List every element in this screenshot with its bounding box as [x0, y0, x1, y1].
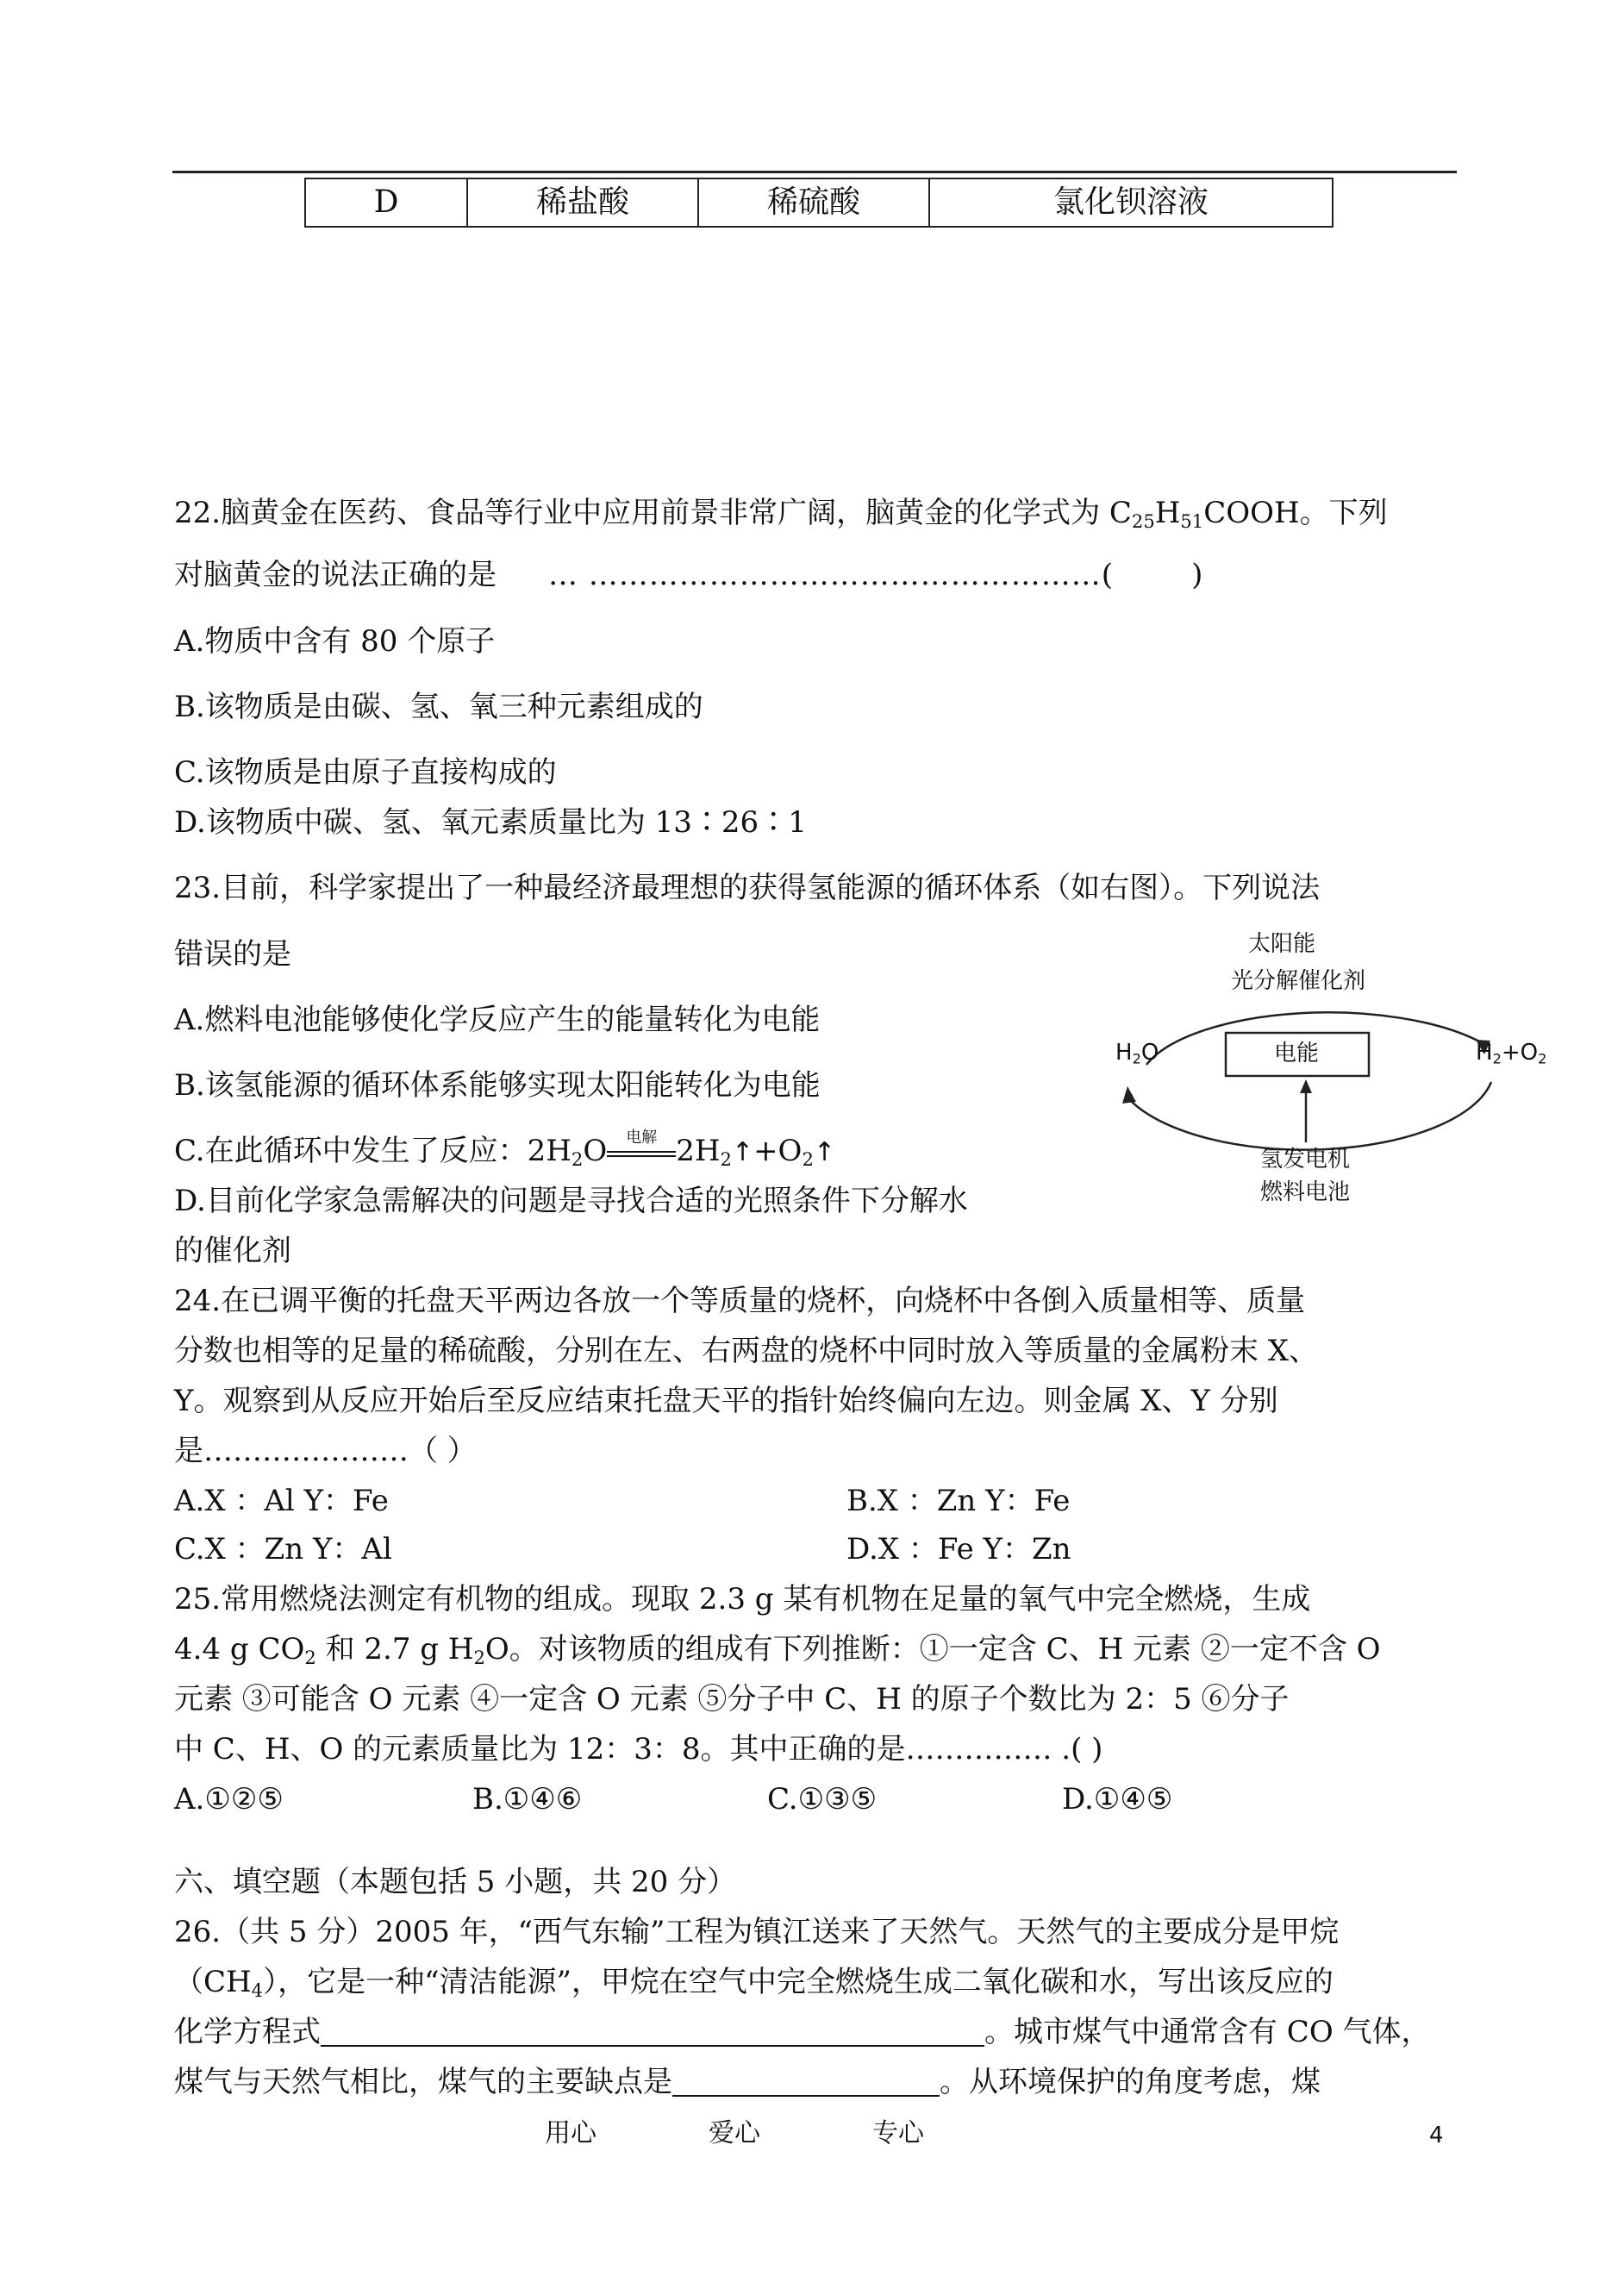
- table-cell-reagent-3: 氯化钡溶液: [929, 178, 1333, 227]
- q22-line-2: [174, 560, 1202, 590]
- q23-option-b: B.该氢能源的循环体系能够实现太阳能转化为电能: [174, 1068, 821, 1103]
- q23-option-a: A.燃料电池能够使化学反应产生的能量转化为电能: [174, 1003, 821, 1037]
- table-row: [305, 178, 1333, 227]
- leader-dots: … ……………………………………………(: [548, 558, 1115, 592]
- q22-option-c: C.该物质是由原子直接构成的: [174, 755, 557, 790]
- subscript: 2: [571, 1148, 584, 1170]
- reaction-condition: [607, 1129, 676, 1157]
- page-number: 4: [1429, 2123, 1444, 2148]
- q23-text: +O: [753, 1134, 803, 1168]
- q25-line-2: [174, 1632, 1381, 1668]
- q26-text: （CH: [174, 1965, 252, 1999]
- q22-option-d: D.该物质中碳、氢、氧元素质量比为 13∶26∶1: [174, 805, 807, 840]
- diagram-label-electric: 电能: [1274, 1041, 1320, 1066]
- hydrogen-cycle-diagram: [1112, 931, 1560, 1216]
- q24-option-d: D.X ：Fe Y：Zn: [846, 1532, 1071, 1566]
- q24-line-3: Y。观察到从反应开始后至反应结束托盘天平的指针始终偏向左边。则金属 X、Y 分别: [174, 1384, 1278, 1418]
- q25-option-d: D.①④⑤: [1062, 1782, 1173, 1817]
- q25-line-4: 中 C、H、O 的元素质量比为 12：3：8。其中正确的是…………… .( ): [174, 1732, 1103, 1767]
- q22-text: 对脑黄金的说法正确的是: [174, 558, 497, 592]
- diagram-text: +O: [1501, 1040, 1539, 1066]
- q25-text: 和 2.7 g H: [315, 1632, 474, 1667]
- footer-motto-3: 专心: [872, 2118, 924, 2148]
- q22-text: COOH。下列: [1203, 496, 1388, 530]
- q23-option-d-line-2: 的催化剂: [174, 1234, 291, 1268]
- q23-text: 2H: [676, 1134, 721, 1168]
- subscript: 2: [720, 1148, 732, 1170]
- q26-text: 。从环境保护的角度考虑，煤: [940, 2065, 1321, 2099]
- q25-line-3: 元素 ③可能含 O 元素 ④一定含 O 元素 ⑤分子中 C、H 的原子个数比为 2：5 ⑥分子: [174, 1682, 1290, 1717]
- footer-motto-1: 用心: [545, 2118, 597, 2148]
- diagram-label-generator: 氢发电机: [1260, 1147, 1351, 1173]
- diagram-label-water: [1115, 1040, 1159, 1067]
- subscript: 51: [1180, 510, 1204, 532]
- q26-line-2: [174, 1965, 1334, 2001]
- q22-text: H: [1154, 496, 1181, 530]
- q24-line-4: 是…………………（ ）: [174, 1434, 477, 1468]
- subscript: 2: [1492, 1050, 1502, 1067]
- q26-text: 化学方程式: [174, 2015, 321, 2049]
- q23-text: O: [583, 1134, 608, 1168]
- q23-text: C.在此循环中发生了反应：2H: [174, 1134, 572, 1168]
- subscript: 25: [1131, 510, 1155, 532]
- diagram-label-catalyst: 光分解催化剂: [1231, 968, 1366, 994]
- q24-option-a: A.X ：Al Y：Fe: [174, 1484, 389, 1518]
- q22-line-1: [174, 496, 1388, 532]
- diagram-text: O: [1140, 1040, 1159, 1066]
- q25-line-1: 25.常用燃烧法测定有机物的组成。现取 2.3 g 某有机物在足量的氧气中完全燃烧，生成: [174, 1582, 1311, 1617]
- q24-option-b: B.X ：Zn Y：Fe: [846, 1484, 1071, 1518]
- subscript: 2: [802, 1148, 814, 1170]
- gas-arrow-icon: ↑: [731, 1137, 754, 1167]
- diagram-text: H: [1115, 1040, 1133, 1066]
- q22-text: 22.脑黄金在医药、食品等行业中应用前景非常广阔，脑黄金的化学式为 C: [174, 496, 1132, 530]
- answer-paren: ): [1191, 558, 1203, 592]
- bottom-arrowhead: [1122, 1086, 1136, 1104]
- q26-line-4: [174, 2067, 1321, 2097]
- q23-option-d-line-1: D.目前化学家急需解决的问题是寻找合适的光照条件下分解水: [174, 1184, 968, 1218]
- answer-blank[interactable]: [321, 2019, 984, 2047]
- q25-option-b: B.①④⑥: [472, 1782, 583, 1817]
- q25-option-a: A.①②⑤: [174, 1782, 284, 1817]
- up-arrowhead: [1300, 1079, 1312, 1093]
- diagram-text: H: [1476, 1040, 1493, 1066]
- diagram-label-fuel-cell: 燃料电池: [1260, 1179, 1351, 1205]
- footer-motto-2: 爱心: [709, 2118, 760, 2148]
- subscript: 4: [251, 1979, 264, 2001]
- q24-line-2: 分数也相等的足量的稀硫酸，分别在左、右两盘的烧杯中同时放入等质量的金属粉末 X、: [174, 1334, 1319, 1368]
- subscript: 2: [1538, 1050, 1547, 1067]
- subscript: 2: [473, 1646, 485, 1668]
- q26-line-3: [174, 2017, 1431, 2047]
- equals-bar: [607, 1151, 676, 1157]
- q24-option-c: C.X ：Zn Y：Al: [174, 1532, 392, 1566]
- answer-table: [304, 178, 1334, 228]
- answer-blank[interactable]: [672, 2069, 940, 2097]
- q23-line-1: 23.目前，科学家提出了一种最经济最理想的获得氢能源的循环体系（如右图）。下列说法: [174, 871, 1321, 905]
- q26-text: 煤气与天然气相比，煤气的主要缺点是: [174, 2065, 672, 2099]
- table-cell-option: D: [305, 178, 467, 227]
- q22-option-a: A.物质中含有 80 个原子: [174, 624, 496, 659]
- q26-line-1: 26.（共 5 分）2005 年，“西气东输”工程为镇江送来了天然气。天然气的主要成分是甲烷: [174, 1915, 1340, 1949]
- header-rule: [172, 171, 1457, 173]
- q24-line-1: 24.在已调平衡的托盘天平两边各放一个等质量的烧杯，向烧杯中各倒入质量相等、质量: [174, 1284, 1306, 1318]
- table-cell-reagent-1: 稀盐酸: [467, 178, 698, 227]
- subscript: 2: [304, 1646, 316, 1668]
- table-cell-reagent-2: 稀硫酸: [698, 178, 929, 227]
- q26-text: ），它是一种“清洁能源”，甲烷在空气中完全燃烧生成二氧化碳和水，写出该反应的: [263, 1965, 1334, 1999]
- q23-line-2: 错误的是: [174, 937, 291, 972]
- condition-label: 电解: [626, 1129, 658, 1147]
- q22-option-b: B.该物质是由碳、氢、氧三种元素组成的: [174, 690, 703, 724]
- q25-text: O。对该物质的组成有下列推断：①一定含 C、H 元素 ②一定不含 O: [484, 1632, 1381, 1667]
- q25-text: 4.4 g CO: [174, 1632, 305, 1667]
- q23-option-c: [174, 1129, 835, 1170]
- diagram-label-solar: 太阳能: [1248, 931, 1316, 957]
- q25-option-c: C.①③⑤: [767, 1782, 878, 1817]
- q26-text: 。城市煤气中通常含有 CO 气体，: [984, 2015, 1431, 2049]
- section-heading: 六、填空题（本题包括 5 小题，共 20 分）: [174, 1865, 737, 1899]
- diagram-label-hydrogen-oxygen: [1476, 1040, 1547, 1067]
- subscript: 2: [1132, 1050, 1141, 1067]
- gas-arrow-icon: ↑: [813, 1137, 835, 1167]
